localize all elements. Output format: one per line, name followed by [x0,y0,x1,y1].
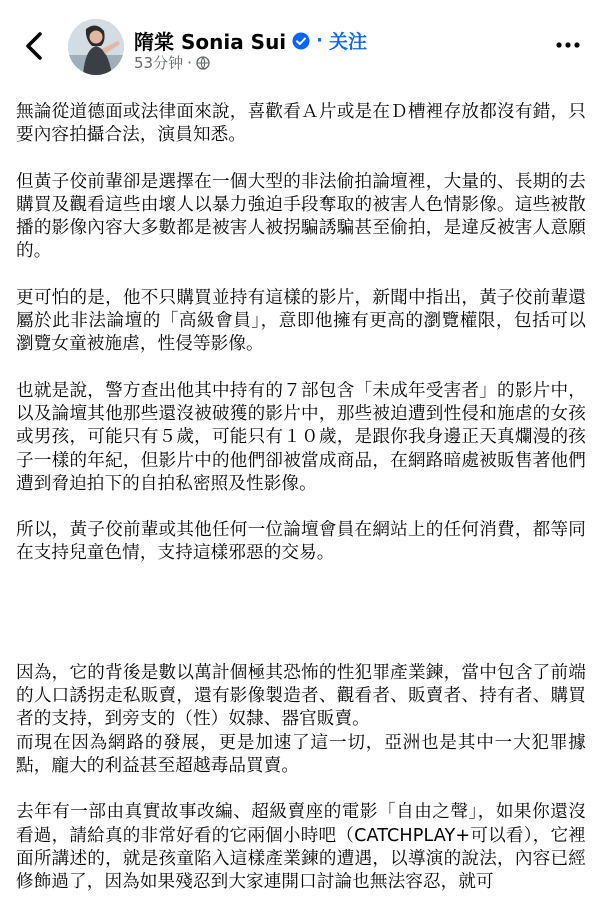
post-paragraph: 但黃子佼前輩卻是選擇在一個大型的非法偷拍論壇裡，大量的、長期的去購買及觀看這些由壞人以暴力強迫手段奪取的被害人色情影像。這些被散播的影像內容大多數都是被害人被拐騙誘騙甚至偷拍，是違反被害人意願的。 [16,171,586,262]
post-paragraph: 也就是說，警方查出他其中持有的７部包含「未成年受害者」的影片中，以及論壇其他那些還沒被破獲的影片中，那些被迫遭到性侵和施虐的女孩或男孩，可能只有５歲，可能只有１０歲，是跟你我身邊正天真爛漫的孩子一樣的年紀，但影片中的他們卻被當成商品，在網路暗處被販售著他們遭到脅迫拍下的自拍私密照及性影像。 [16,380,586,494]
avatar[interactable] [68,19,124,75]
profile-photo [68,19,124,75]
timestamp[interactable]: 53分钟 [134,54,184,72]
post-paragraph: 所以，黃子佼前輩或其他任何一位論壇會員在網站上的任何消費，都等同在支持兒童色情，支持這樣邪惡的交易。 [16,520,586,564]
follow-button[interactable]: 关注 [329,31,368,53]
post-body [16,101,586,894]
back-button[interactable] [16,26,52,66]
post-paragraph: 去年有一部由真實故事改編、超級賣座的電影「自由之聲」，如果你還沒看過，請給真的非常好看的它兩個小時吧（CATCHPLAY+可以看），它裡面所講述的，就是孩童陷入這樣產業鍊的遭遇，以導演的說法，內容已經修飾過了，因為如果殘忍到大家連開口討論也無法容忍，就可 [16,802,586,893]
globe-icon[interactable] [196,56,210,70]
post-header [0,0,600,92]
separator-dot: · [316,30,324,51]
post-paragraph: 更可怕的是，他不只購買並持有這樣的影片，新聞中指出，黃子佼前輩還屬於此非法論壇的「高級會員」，意即他擁有更高的瀏覽權限，包括可以瀏覽女童被施虐，性侵等影像。 [16,287,586,355]
post-meta [134,52,210,73]
post-paragraph: 而現在因為網路的發展，更是加速了這一切，亞洲也是其中一大犯罪據點，龐大的利益甚至超越毒品買賣。 [16,732,586,776]
post-paragraph: 因為，它的背後是數以萬計個極其恐怖的性犯罪產業鍊，當中包含了前端的人口誘拐走私販賣，還有影像製造者、觀看者、販賣者、持有者、購買者的支持，到旁支的（性）奴隸、器官販賣。 [16,662,586,730]
verified-badge-icon [292,32,310,50]
more-horizontal-icon [555,41,581,49]
more-options-button[interactable] [550,30,586,60]
chevron-left-icon [24,31,44,61]
meta-separator: · [187,53,192,72]
author-row [134,26,367,55]
post-paragraph: 無論從道德面或法律面來說，喜歡看Ａ片或是在Ｄ槽裡存放都沒有錯，只要內容拍攝合法，演員知悉。 [16,102,586,146]
author-name[interactable]: 隋棠 Sonia Sui [134,30,287,54]
